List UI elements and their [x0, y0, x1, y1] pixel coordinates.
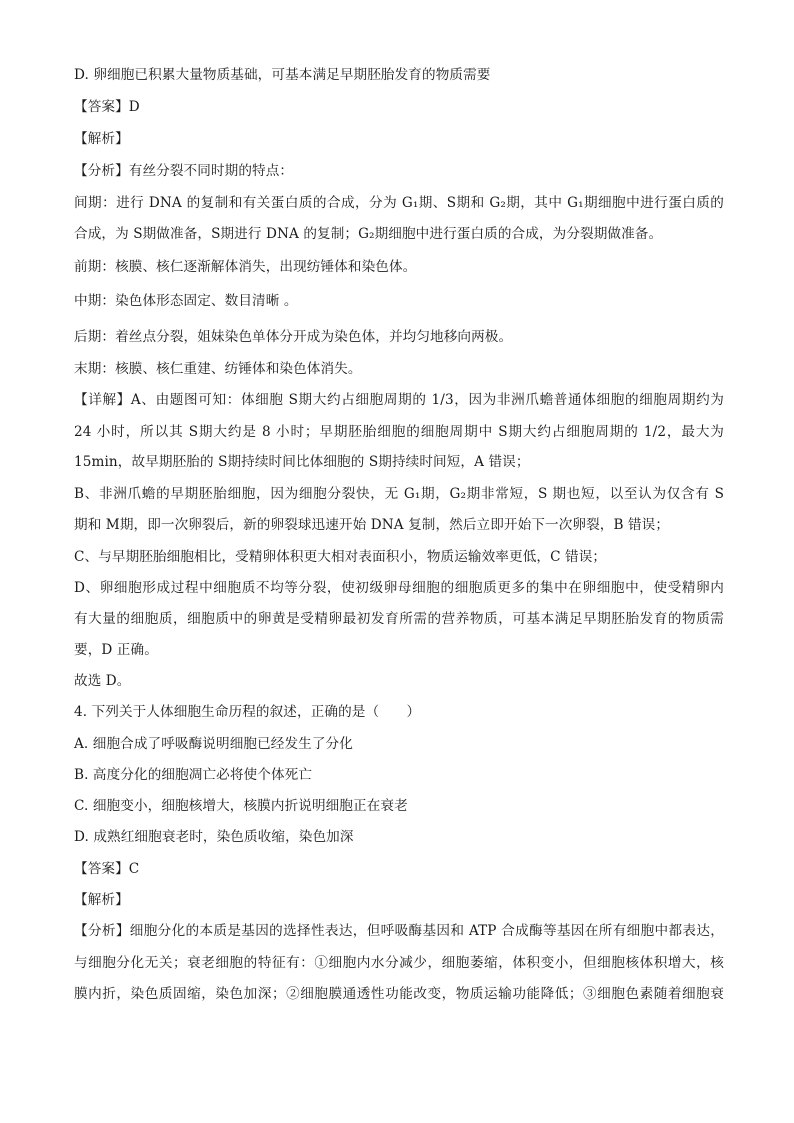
detail-a-line-2: 24 小时，所以其 S期大约是 8 小时；早期胚胎细胞的细胞周期中 S期大约占细胞周期的 1/2，最大为 — [74, 424, 724, 440]
detail-a-line-3: 15min，故早期胚胎的 S期持续时间比体细胞的 S期持续时间短，A 错误； — [74, 454, 530, 470]
analysis-heading: 【解析】 — [74, 131, 129, 147]
metaphase-line: 中期：染色体形态固定、数目清晰 。 — [74, 293, 298, 309]
detail-a-line-1: 【详解】A、由题图可知：体细胞 S期大约占细胞周期的 1/3，因为非洲爪蟾普通体细胞的细胞周期约为 — [74, 392, 724, 408]
question-4-option-d: D. 成熟红细胞衰老时，染色质收缩，染色加深 — [74, 829, 354, 845]
interphase-line-2: 合成，为 S期做准备，S期进行 DNA 的复制；G₂期细胞中进行蛋白质的合成，为分裂期做准备。 — [74, 226, 663, 242]
detail-c-line: C、与早期胚胎细胞相比，受精卵体积更大相对表面积小，物质运输效率更低，C 错误； — [74, 549, 607, 565]
choice-conclusion: 故选 D。 — [74, 673, 131, 689]
analysis-intro: 【分析】有丝分裂不同时期的特点： — [74, 163, 294, 179]
analysis-2-line-3: 膜内折，染色质固缩，染色加深；②细胞膜通透性功能改变，物质运输功能降低；③细胞色素随着细胞衰 — [74, 986, 724, 1002]
question-4-option-a: A. 细胞合成了呼吸酶说明细胞已经发生了分化 — [74, 736, 353, 752]
question-4-stem: 4. 下列关于人体细胞生命历程的叙述，正确的是（ ） — [74, 704, 421, 720]
interphase-line-1: 间期：进行 DNA 的复制和有关蛋白质的合成，分为 G₁期、S期和 G₂期，其中 G₁期细胞中进行蛋白质的 — [74, 195, 724, 211]
analysis-heading-2: 【解析】 — [74, 892, 129, 908]
detail-d-line-3: 要，D 正确。 — [74, 642, 158, 658]
detail-d-line-2: 有大量的细胞质，细胞质中的卵黄是受精卵最初发育所需的营养物质，可基本满足早期胚胎发育的物质需 — [74, 611, 724, 627]
question-4-option-c: C. 细胞变小，细胞核增大，核膜内折说明细胞正在衰老 — [74, 798, 408, 814]
analysis-2-line-2: 与细胞分化无关；衰老细胞的特征有：①细胞内水分减少，细胞萎缩，体积变小，但细胞核体积增大，核 — [74, 955, 724, 971]
detail-b-line-2: 期和 M期，即一次卵裂后，新的卵裂球迅速开始 DNA 复制，然后立即开始下一次卵裂，B 错误； — [74, 517, 670, 533]
detail-d-line-1: D、卵细胞形成过程中细胞质不均等分裂，使初级卵母细胞的细胞质更多的集中在卵细胞中，使受精卵内 — [74, 580, 724, 596]
prophase-line: 前期：核膜、核仁逐渐解体消失，出现纺锤体和染色体。 — [74, 259, 417, 275]
detail-b-line-1: B、非洲爪蟾的早期胚胎细胞，因为细胞分裂快，无 G₁期，G₂期非常短，S 期也短，以至认为仅含有 S — [74, 486, 724, 502]
option-d-line: D. 卵细胞已积累大量物质基础，可基本满足早期胚胎发育的物质需要 — [74, 67, 491, 83]
telophase-line: 末期：核膜、核仁重建、纺锤体和染色体消失。 — [74, 361, 362, 377]
question-4-option-b: B. 高度分化的细胞凋亡必将使个体死亡 — [74, 767, 313, 783]
analysis-2-line-1: 【分析】细胞分化的本质是基因的选择性表达，但呼吸酶基因和 ATP 合成酶等基因在所有细胞中都表达， — [74, 923, 724, 939]
answer-label: 【答案】D — [74, 99, 140, 115]
anaphase-line: 后期：着丝点分裂，姐妹染色单体分开成为染色体，并均匀地移向两极。 — [74, 329, 513, 345]
answer-label-2: 【答案】C — [74, 861, 140, 877]
